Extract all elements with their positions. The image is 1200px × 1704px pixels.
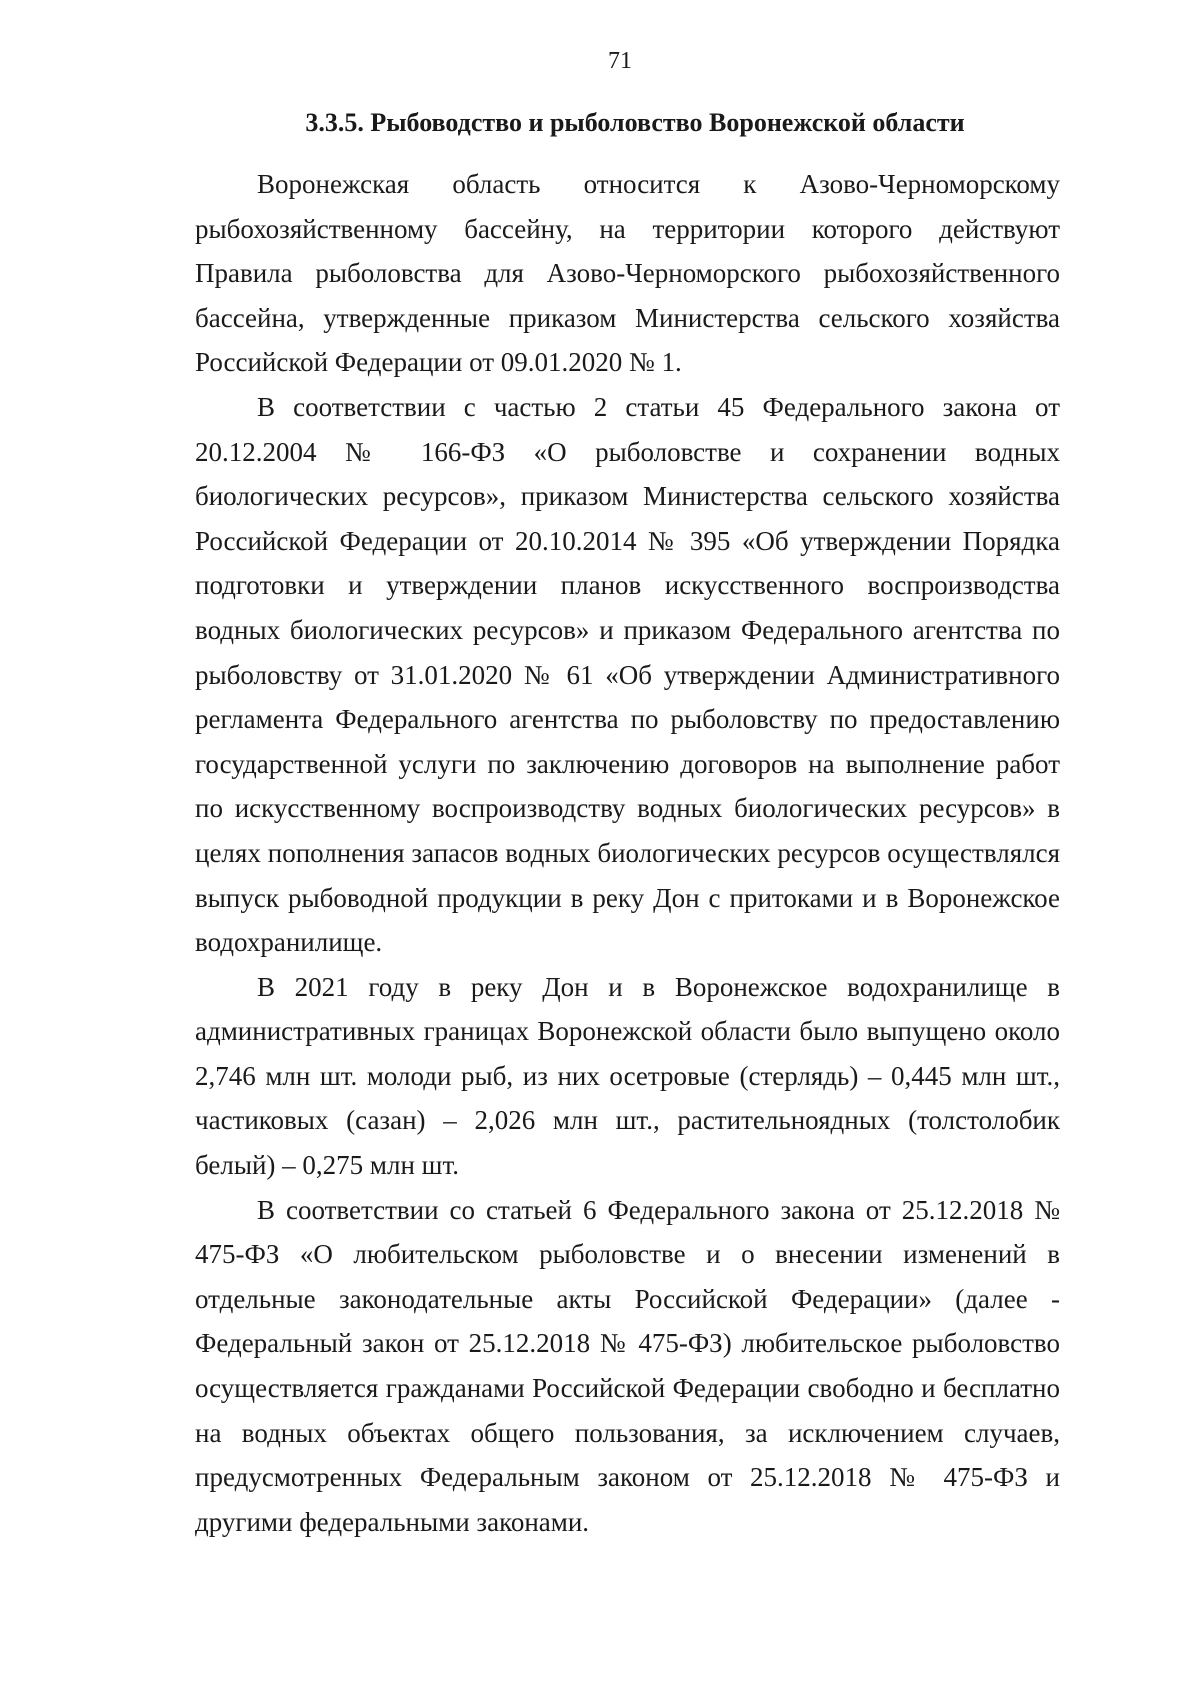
paragraph-3: В 2021 году в реку Дон и в Воронежское водохранилище в административных границах Воронежской области было выпущено около 2,746 млн шт. молоди рыб, из них осетровые (стерлядь) – 0,445 млн шт., частиковых (сазан) – 2,026 млн шт., растительноядных (толстолобик белый) – 0,275 млн шт. [195, 971, 1060, 1181]
page-number: 71 [608, 48, 632, 74]
paragraph-2: В соответствии с частью 2 статьи 45 Федерального закона от 20.12.2004 № 166-ФЗ «О рыболовстве и сохранении водных биологических ресурсов», приказом Министерства сельского хозяйства Российской Федерации от 20.10.2014 № 395 «Об утверждении Порядка подготовки и утверждении планов искусственного воспроизводства водных биологических ресурсов» и приказом Федерального агентства по рыболовству от 31.01.2020 № 61 «Об утверждении Административного регламента Федерального агентства по рыболовству по предоставлению государственной услуги по заключению договоров на выполнение работ по искусственному воспроизводству водных биологических ресурсов» в целях пополнения запасов водных биологических ресурсов осуществлялся выпуск рыбоводной продукции в реку Дон с притоками и в Воронежское водохранилище. [195, 391, 1060, 958]
document-body [195, 162, 1060, 1544]
paragraph-1: Воронежская область относится к Азово-Черноморскому рыбохозяйственному бассейну, на территории которого действуют Правила рыболовства для Азово-Черноморского рыбохозяйственного бассейна, утвержденные приказом Министерства сельского хозяйства Российской Федерации от 09.01.2020 № 1. [195, 169, 1060, 378]
section-title: 3.3.5. Рыбоводство и рыболовство Воронежской области [305, 108, 965, 137]
paragraph-4: В соответствии со статьей 6 Федерального закона от 25.12.2018 № 475-ФЗ «О любительском рыболовстве и о внесении изменений в отдельные законодательные акты Российской Федерации» (далее - Федеральный закон от 25.12.2018 № 475-ФЗ) любительское рыболовство осуществляется гражданами Российской Федерации свободно и бесплатно на водных объектах общего пользования, за исключением случаев, предусмотренных Федеральным законом от 25.12.2018 № 475-ФЗ и другими федеральными законами. [195, 1194, 1060, 1537]
